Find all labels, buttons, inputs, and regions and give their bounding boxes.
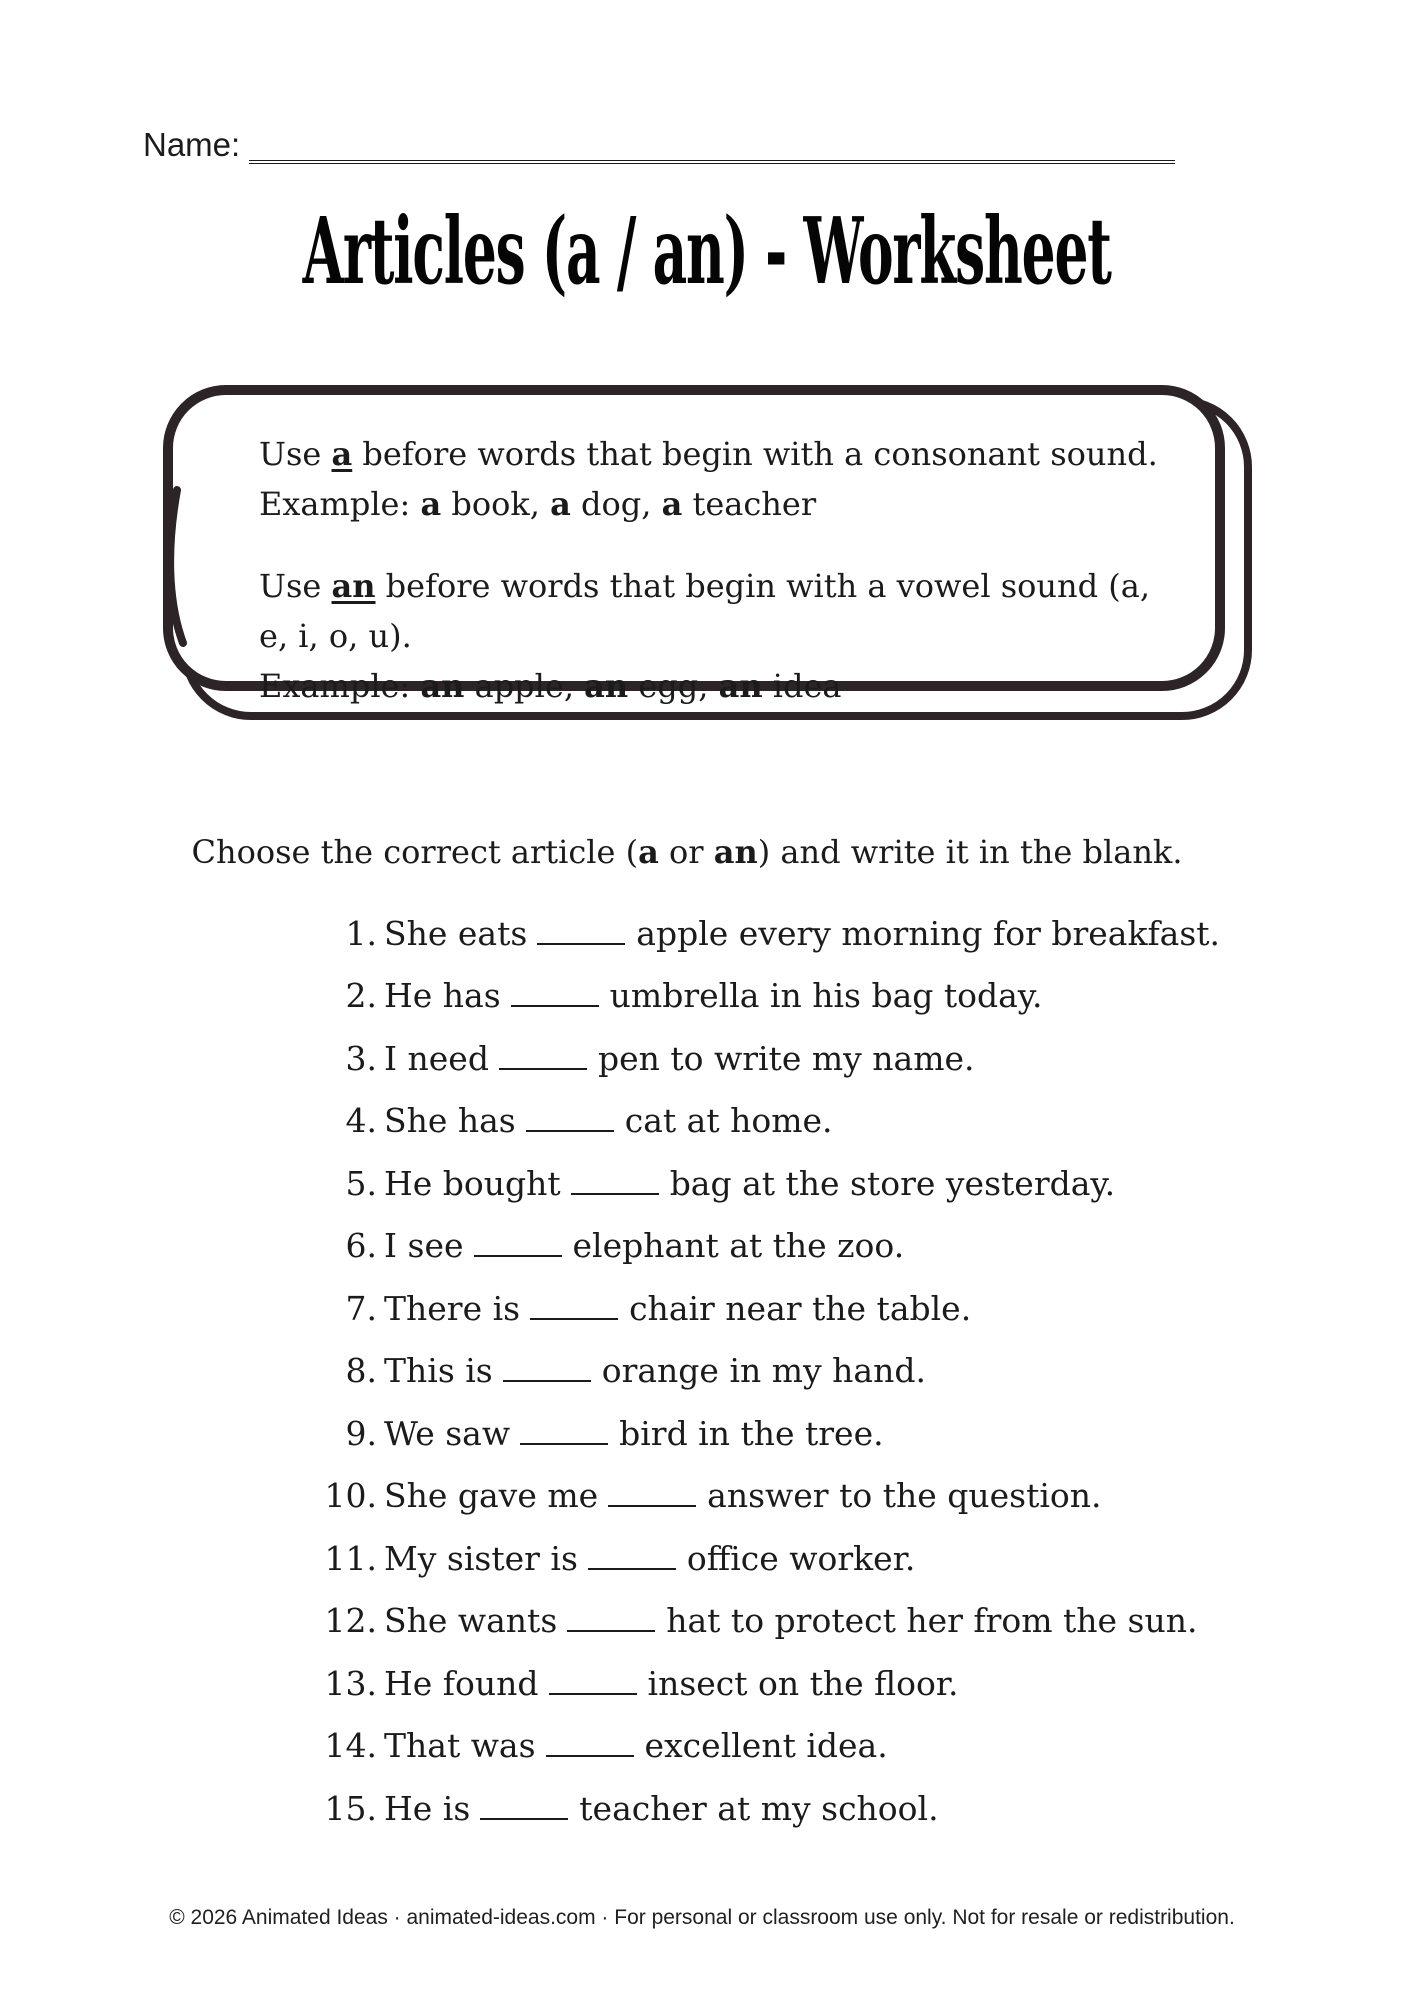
article-an: an: [331, 567, 376, 605]
question-number: 2.: [345, 976, 377, 1016]
question-row: [293, 1033, 1414, 1096]
question-row: [293, 1783, 1414, 1846]
question-text: He is teacher at my school.: [384, 1789, 939, 1828]
answer-blank: [549, 1658, 637, 1695]
rule-a-line: Use a before words that begin with a consonant sound.: [259, 435, 1158, 473]
question-number: 15.: [324, 1788, 377, 1828]
question-number: 14.: [324, 1726, 377, 1766]
footer-copyright: © 2026 Animated Ideas · animated-ideas.com · For personal or classroom use only. Not for resale or redistribution.: [169, 1906, 1235, 1929]
question-text: My sister is office worker.: [384, 1539, 915, 1578]
question-number: 3.: [345, 1038, 377, 1078]
question-text: He bought bag at the store yesterday.: [384, 1164, 1115, 1203]
answer-blank: [503, 1346, 591, 1383]
answer-blank: [571, 1158, 659, 1195]
answer-blank: [588, 1533, 676, 1570]
question-text: There is chair near the table.: [384, 1289, 971, 1328]
answer-blank: [511, 971, 599, 1008]
answer-blank: [474, 1221, 562, 1258]
question-row: [293, 1533, 1414, 1596]
answer-blank: [499, 1033, 587, 1070]
question-row: [293, 1346, 1414, 1409]
answer-blank: [546, 1721, 634, 1758]
question-number: 11.: [324, 1538, 377, 1578]
question-number: 5.: [345, 1163, 377, 1203]
example-a-line: Example: a book, a dog, a teacher: [259, 485, 817, 523]
rule-an-line: Use an before words that begin with a vowel sound (a, e, i, o, u).: [259, 567, 1151, 655]
answer-blank: [537, 908, 625, 945]
question-row: [293, 971, 1414, 1034]
name-label: Name:: [143, 126, 241, 163]
title-wrap: [0, 197, 1414, 305]
question-number: 12.: [324, 1601, 377, 1641]
question-row: [293, 1471, 1414, 1534]
page-title: Articles (a / an) - Worksheet: [302, 197, 1112, 305]
question-row: [293, 1096, 1414, 1159]
answer-blank: [526, 1096, 614, 1133]
answer-blank: [608, 1471, 696, 1508]
question-text: I see elephant at the zoo.: [384, 1226, 904, 1265]
question-text: I need pen to write my name.: [384, 1039, 975, 1078]
question-number: 13.: [324, 1663, 377, 1703]
question-text: He has umbrella in his bag today.: [384, 976, 1043, 1015]
name-write-line: [249, 130, 1175, 164]
questions-list: [0, 908, 1414, 1846]
answer-blank: [530, 1283, 618, 1320]
question-number: 7.: [345, 1288, 377, 1328]
question-text: This is orange in my hand.: [384, 1351, 926, 1390]
question-text: He found insect on the floor.: [384, 1664, 959, 1703]
question-row: [293, 1221, 1414, 1284]
question-number: 6.: [345, 1226, 377, 1266]
question-number: 9.: [345, 1413, 377, 1453]
question-row: [293, 1283, 1414, 1346]
question-text: She has cat at home.: [384, 1101, 833, 1140]
rules-text: [259, 429, 1179, 711]
question-text: She wants hat to protect her from the sun.: [384, 1601, 1198, 1640]
question-row: [293, 1596, 1414, 1659]
question-row: [293, 1721, 1414, 1784]
question-number: 8.: [345, 1351, 377, 1391]
answer-blank: [480, 1783, 568, 1820]
question-number: 10.: [324, 1476, 377, 1516]
question-text: She eats apple every morning for breakfast.: [384, 914, 1220, 953]
name-row: [143, 126, 1175, 164]
question-number: 4.: [345, 1101, 377, 1141]
question-number: 1.: [345, 913, 377, 953]
instruction-line: Choose the correct article (a or an) and write it in the blank.: [191, 833, 1183, 871]
answer-blank: [567, 1596, 655, 1633]
example-an-line: Example: an apple, an egg, an idea: [259, 667, 842, 705]
answer-blank: [520, 1408, 608, 1445]
question-row: [293, 1158, 1414, 1221]
question-text: We saw bird in the tree.: [384, 1414, 884, 1453]
question-row: [293, 1408, 1414, 1471]
question-text: That was excellent idea.: [384, 1726, 888, 1765]
question-row: [293, 1658, 1414, 1721]
question-text: She gave me answer to the question.: [384, 1476, 1102, 1515]
article-a: a: [331, 435, 353, 473]
question-row: [293, 908, 1414, 971]
